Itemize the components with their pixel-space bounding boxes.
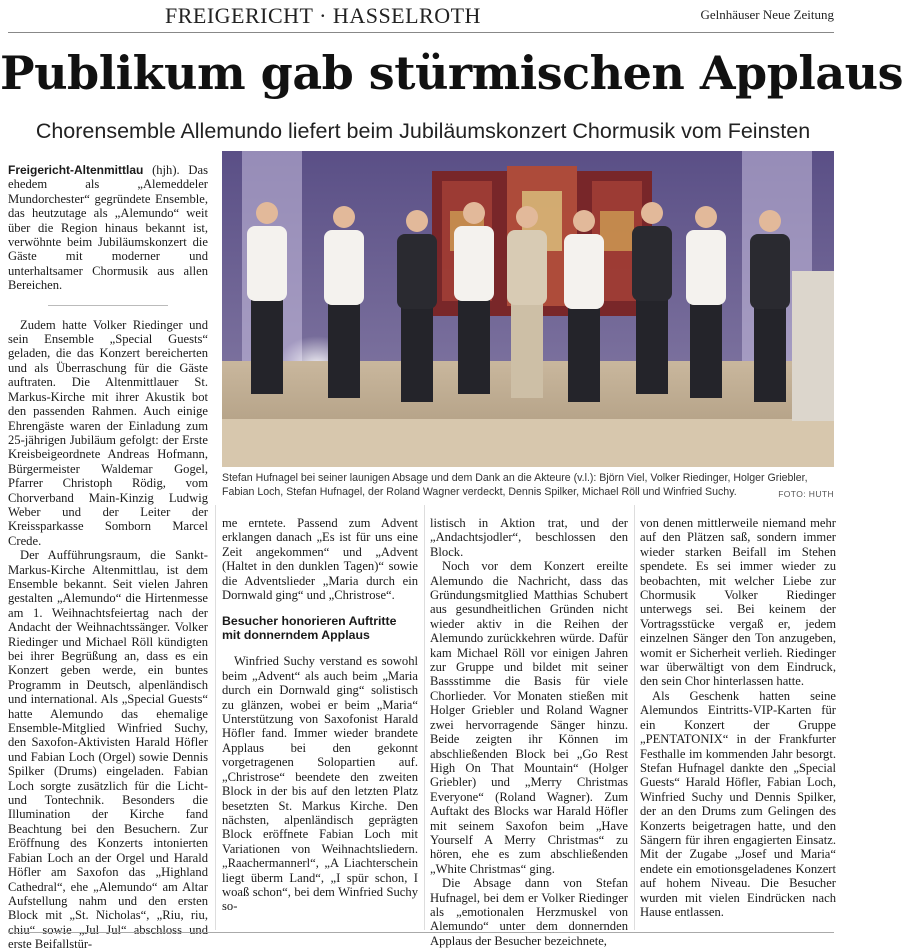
singer-figure	[397, 210, 437, 402]
pulpit	[792, 271, 834, 421]
singer-figure	[564, 210, 604, 402]
paragraph: Winfried Suchy verstand es sowohl beim „Advent“ als auch beim „Maria durch ein Dornwald ging“ solistisch zu glänzen, wobei er beim „Maria“ Unterstützung von Saxofonist Harald Höfler fand. Immer wieder brandete Applaus bei den gekonnt vorgetragenen Solopartien auf. „Christrose“ beendete den zweiten Block in der bis auf den letzten Platz besetzten St. Markus Kirche. Den nächsten, alpenländisch geprägten Block eröffnete Fabian Loch mit Variationen von Weihnachtsliedern. „Raachermannerl“, „A Liachterschein liegt überm Land“, „I spür schon, I woaß schon“, bei dem Winfried Suchy so-	[222, 654, 418, 914]
photo-caption	[222, 472, 834, 501]
column-4	[640, 516, 836, 932]
singers	[247, 202, 790, 402]
singer-figure	[324, 206, 364, 398]
singer-figure	[686, 206, 726, 398]
newspaper-name: Gelnhäuser Neue Zeitung	[700, 7, 834, 22]
headline: Publikum gab stürmischen Applaus	[0, 46, 903, 100]
paragraph: me erntete. Passend zum Advent erklangen danach „Es ist für uns eine Zeit angekommen“ und „Advent (Haltet in den dunklen Tagen)“ sowie die Adventslieder „Maria durch ein Dornwald ging“ und „Christrose“.	[222, 516, 418, 603]
steps	[222, 419, 834, 467]
paragraph: Der Aufführungsraum, die Sankt-Markus-Kirche Altenmittlau, ist dem Ensemble bekannt. Seit vielen Jahren gestalten „Alemundo“ die Hirtenmesse am 1. Weihnachtsfeiertag nach der Andacht der Weihnachtssänger. Volker Riedinger und Michael Röll kündigten bei ihrer Begrüßung an, dass es ein Konzert geben werde, ein buntes Programm in Deutsch, alpenländisch und international. Als „Special Guests“ hatte Alemundo das ehemalige Ensemble-Mitglied Winfried Suchy, den Saxofon-Aktivisten Harald Höfler und Fabian Loch (Orgel) sowie Dennis Spilker (Drums) eingeladen. Fabian Loch sorgte zusätzlich für die Licht- und Tontechnik. Besonders die Illumination der Kirche fand Beachtung bei den Besuchern. Zur Eröffnung des Konzerts intonierten Fabian Loch an der Orgel und Harald Höfler am Saxofon das „Highland Cathedral“, ehe „Alemundo“ am Altar Aufstellung nahm und den ersten Block mit „St. Nicholas“, „Riu, riu, chiu“ sowie „Jul Jul“ abschloss und erste Beifallstür-	[8, 548, 208, 952]
singer-figure	[750, 210, 790, 402]
concert-photo-illustration	[222, 151, 834, 467]
concert-photo	[222, 151, 834, 467]
paragraph: von denen mittlerweile niemand mehr auf den Plätzen saß, sondern immer wieder starken Beifall im Stehen spendete. Es sei immer wieder zu beobachten, mit welcher Liebe zur Chormusik Volker Riedinger unterwegs sei. Bei keinem der Vortragsstücke vergaß er, jedem einzelnen Sänger den Ton anzugeben, womit er Sicherheit verlieh. Riedinger war überwältigt von dem Eindruck, den sein Chor hinterlassen hatte.	[640, 516, 836, 689]
singer-figure	[632, 202, 672, 394]
section-title: FREIGERICHT · HASSELROTH	[165, 3, 481, 28]
footer-rule	[8, 932, 834, 933]
column-divider	[634, 505, 635, 930]
header-rule	[8, 32, 834, 33]
photo-credit: FOTO: HUTH	[778, 488, 834, 499]
paragraph: listisch in Aktion trat, und der „Andachtsjodler“, beschlossen den Block.	[430, 516, 628, 559]
lead-text: Das ehedem als „Alemeddeler Mundorchester“ gegründete Ensemble, das heutzutage als „Alemundo“ weit über die Region hinaus bekannt ist, verwöhnte beim Jubiläumskonzert die Gäste mit moderner und unterhaltsamer Chormusik aus allen Bereichen.	[8, 163, 208, 293]
lead-separator	[48, 305, 168, 306]
paragraph: Noch vor dem Konzert ereilte Alemundo die Nachricht, dass das Gründungsmitglied Matthias Schubert aus gesundheitlichen Gründen nicht wieder aktiv in die Reihen der Alemundo zurückkehren würde. Dafür kam Michael Röll vor einigen Jahren zur Gruppe und bildet mit seiner Bassstimme die Basis für viele Chorlieder. Vor Monaten stießen mit Holger Griebler und Roland Wagner zwei hervorragende Sänger hinzu. Beide zeigten ihr Können im abschließenden Block bei „Go Rest High On That Mountain“ (Holger Griebler) und „Merry Christmas Everyone“ (Roland Wagner). Zum Auftakt des Blocks war Harald Höfler mit seinem Saxofon beim „Have Yourself A Merry Christmas“ zu hören, ehe es zum abschließenden „White Christmas“ ging.	[430, 559, 628, 876]
column-3	[430, 516, 628, 948]
caption-text: Stefan Hufnagel bei seiner launigen Absage und dem Dank an die Akteure (v.l.): Björn Viel, Volker Riedinger, Holger Griebler, Fabian Loch, Stefan Hufnagel, der Roland Wagner verdeckt, Dennis Spilker, Michael Röll und Winfried Suchy.	[222, 472, 808, 498]
singer-figure	[507, 206, 547, 398]
column-1	[8, 163, 208, 952]
singer-figure	[247, 202, 287, 394]
subheadline: Chorensemble Allemundo liefert beim Jubiläumskonzert Chormusik vom Feinsten	[35, 119, 811, 143]
paragraph: Zudem hatte Volker Riedinger und sein Ensemble „Special Guests“ geladen, die das Konzert bereicherten und als Überraschung für die Gäste auftraten. Die Altenmittlauer St. Markus-Kirche mit ihrer Akustik bot den passenden Rahmen. Auch einige Ehrengäste waren der Einladung zum 25-jährigen Jubiläum gefolgt: der Erste Kreisbeigeordnete Andreas Hofmann, Bürgermeister Waldemar Gogel, Pfarrer Christoph Rödig, vom Chorverband Main-Kinzig Ludwig Weber und der Leiter der Kreissparkasse Somborn Marcel Crede.	[8, 317, 208, 548]
author: (hjh).	[152, 163, 180, 177]
column-divider	[215, 505, 216, 930]
paragraph: Als Geschenk hatten seine Alemundos Eintritts-VIP-Karten für ein Konzert der Gruppe „PENTATONIX“ in der Frankfurter Festhalle im kommenden Jahr besorgt. Stefan Hufnagel dankte den „Special Guests“ Harald Höfler, Fabian Loch, Winfried Suchy und Dennis Spilker, der an den Drums zum Gelingen des Konzerts beigetragen hatte, und den Sängern für ihren engagierten Einsatz. Mit der Zugabe „Josef und Maria“ endete ein emotionsgeladenes Konzert auf hohem Niveau. Die Besucher wurden mit vielen Eindrücken nach Hause entlassen.	[640, 688, 836, 919]
column-divider	[424, 505, 425, 930]
column-2	[222, 516, 418, 932]
singer-figure	[454, 202, 494, 394]
paragraph: Die Absage dann von Stefan Hufnagel, bei dem er Volker Riedinger als „emotionalen Herzmuskel von Alemundo“ unter dem donnernden Applaus der Besucher bezeichnete,	[430, 876, 628, 948]
lead-paragraph	[8, 163, 208, 293]
section-subheading: Besucher honorieren Auftritte mit donnerndem Applaus	[222, 614, 397, 643]
dateline: Freigericht-Altenmittlau	[8, 163, 144, 177]
